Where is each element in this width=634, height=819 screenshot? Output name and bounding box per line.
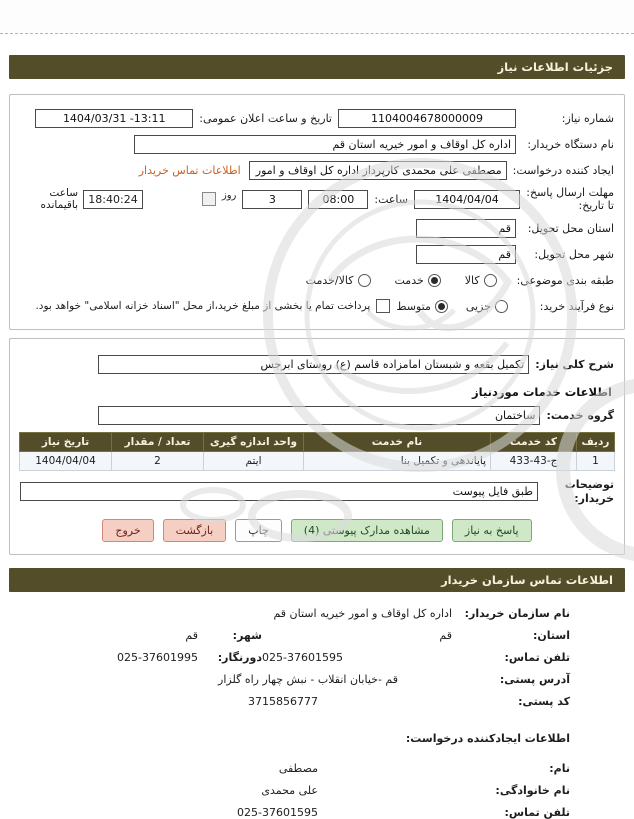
section-header-need-details: جزئیات اطلاعات نیاز [9, 55, 625, 79]
col-need-date: تاریخ نیاز [20, 433, 112, 452]
deadline-hour-label: ساعت: [374, 192, 408, 206]
radio-goods-service-icon[interactable] [358, 274, 371, 287]
radio-option-minor[interactable] [466, 300, 508, 313]
remaining-time-group [20, 187, 143, 211]
exit-button[interactable]: خروج [102, 519, 153, 542]
last-name-label: نام خانوادگی: [495, 783, 570, 797]
request-creator-label: ایجاد کننده درخواست: [512, 163, 614, 177]
row-org-name [17, 607, 570, 620]
contact-fax-label: دورنگار: [217, 650, 262, 664]
delivery-city-input[interactable] [416, 245, 516, 264]
table-row[interactable] [20, 452, 615, 471]
row-delivery-province [20, 218, 614, 238]
need-description-label: شرح کلی نیاز: [535, 357, 614, 371]
need-description-input[interactable] [98, 355, 529, 374]
deadline-day-unit-label: روز [221, 189, 237, 201]
process-type-options [396, 300, 508, 313]
deadline-date-input[interactable] [414, 190, 520, 209]
last-name-value: علی محمدی [261, 783, 318, 797]
postal-address-value: قم -خیابان انقلاب - نبش چهار راه گلزار [218, 672, 398, 686]
row-deadline [20, 186, 614, 212]
top-dashed-divider [0, 0, 634, 34]
remaining-time-value: 18:40:24 [83, 190, 143, 209]
process-type-label: نوع فرآیند خرید: [539, 299, 614, 313]
row-delivery-city [20, 244, 614, 264]
first-name-value: مصطفی [278, 761, 318, 775]
service-group-label: گروه خدمت: [546, 408, 614, 422]
cell-row-number: 1 [577, 452, 615, 471]
services-table-header-row [20, 433, 615, 452]
treasury-note: پرداخت تمام یا بخشی از مبلغ خرید،از محل "اسناد خزانه اسلامی" خواهد بود. [35, 300, 371, 313]
contact-city-value: قم [185, 628, 198, 642]
row-first-name [17, 762, 570, 775]
day-stepper[interactable] [202, 192, 216, 206]
radio-minor-label: جزیی [465, 299, 491, 313]
print-button[interactable]: چاپ [235, 519, 282, 542]
contact-city-label: شهر: [232, 628, 262, 642]
back-button[interactable]: بازگشت [163, 519, 227, 542]
delivery-province-label: استان محل تحویل: [527, 221, 614, 235]
view-attachments-button[interactable]: مشاهده مدارک پیوستی (4) [291, 519, 443, 542]
request-creator-input[interactable] [249, 161, 507, 180]
services-panel [9, 338, 625, 554]
contact-fax-value: 025-37601995 [117, 650, 198, 664]
need-details-panel [9, 94, 625, 330]
cell-service-code: ج-43-433 [491, 452, 577, 471]
col-service-code: کد خدمت [491, 433, 577, 452]
col-row-number: ردیف [577, 433, 615, 452]
creator-info-title: اطلاعات ایجادکننده درخواست: [405, 731, 570, 745]
buyer-notes-label: توضیحات خریدار: [564, 478, 614, 505]
radio-service-label: خدمت [394, 273, 424, 287]
need-number-input[interactable] [338, 109, 516, 128]
action-buttons [14, 519, 620, 542]
row-need-description [20, 354, 614, 374]
classification-label: طبقه بندی موضوعی: [516, 273, 614, 287]
radio-option-service[interactable] [395, 274, 441, 287]
first-name-label: نام: [549, 761, 570, 775]
row-buyer-notes [20, 478, 614, 504]
main-content [0, 55, 634, 819]
row-postal-code [17, 695, 570, 708]
row-classification [20, 270, 614, 290]
col-service-name: نام خدمت [304, 433, 491, 452]
contact-province-value: قم [439, 628, 452, 642]
buyer-org-input[interactable] [134, 135, 516, 154]
buyer-contact-info [9, 592, 625, 708]
col-unit: واحد اندازه گیری [204, 433, 304, 452]
org-name-label: نام سازمان خریدار: [464, 606, 570, 620]
cell-quantity: 2 [112, 452, 204, 471]
services-section-title: اطلاعات خدمات موردنیاز [472, 385, 612, 400]
radio-minor-icon[interactable] [495, 300, 508, 313]
row-need-number [20, 108, 614, 128]
buyer-notes-input[interactable] [20, 482, 538, 501]
radio-option-goods-service[interactable] [306, 274, 371, 287]
postal-code-label: کد پستی: [518, 694, 570, 708]
row-process-type [20, 296, 614, 316]
treasury-checkbox[interactable] [376, 299, 390, 313]
row-postal-address [17, 673, 570, 686]
services-table [19, 432, 615, 471]
respond-button[interactable]: پاسخ به نیاز [452, 519, 532, 542]
buyer-contact-link[interactable]: اطلاعات تماس خریدار [138, 163, 241, 177]
creator-phone-value: 025-37601595 [237, 805, 318, 819]
contact-phone-label: تلفن تماس: [504, 650, 570, 664]
service-group-input[interactable] [98, 406, 540, 425]
row-phone-fax [17, 651, 570, 664]
need-number-label: شماره نیاز: [561, 111, 614, 125]
radio-option-medium[interactable] [396, 300, 448, 313]
postal-address-label: آدرس پستی: [499, 672, 570, 686]
col-quantity: تعداد / مقدار [112, 433, 204, 452]
radio-goods-service-label: کالا/خدمت [305, 273, 354, 287]
announce-datetime-label: تاریخ و ساعت اعلان عمومی: [199, 111, 332, 125]
row-last-name [17, 784, 570, 797]
buyer-org-label: نام دستگاه خریدار: [527, 137, 614, 151]
creator-phone-label: تلفن تماس: [504, 805, 570, 819]
cell-service-name: پایاندهی و تکمیل بنا [304, 452, 491, 471]
deadline-days-input[interactable] [242, 190, 302, 209]
radio-option-goods[interactable] [465, 274, 497, 287]
radio-goods-icon[interactable] [484, 274, 497, 287]
deadline-label: مهلت ارسال پاسخ: تا تاریخ: [526, 186, 614, 213]
cell-unit: ایتم [204, 452, 304, 471]
section-header-buyer-contact: اطلاعات تماس سازمان خریدار [9, 568, 625, 592]
creator-info [9, 747, 625, 819]
row-service-group [20, 405, 614, 425]
contact-phone-value: 025-37601595 [262, 650, 343, 664]
classification-options [306, 274, 497, 287]
announce-datetime-input[interactable] [35, 109, 193, 128]
contact-province-label: استان: [533, 628, 570, 642]
radio-service-icon[interactable] [428, 274, 441, 287]
remaining-time-label: ساعت باقیمانده [40, 187, 78, 212]
delivery-city-label: شهر محل تحویل: [534, 247, 614, 261]
row-creator-phone [17, 806, 570, 819]
radio-medium-icon[interactable] [435, 300, 448, 313]
delivery-province-input[interactable] [416, 219, 516, 238]
org-name-value: اداره کل اوقاف و امور خیریه استان قم [273, 606, 452, 620]
deadline-hour-input[interactable] [308, 190, 368, 209]
cell-need-date: 1404/04/04 [20, 452, 112, 471]
radio-medium-label: متوسط [396, 299, 431, 313]
row-province-city [17, 629, 570, 642]
row-buyer-org [20, 134, 614, 154]
radio-goods-label: کالا [464, 273, 480, 287]
postal-code-value: 3715856777 [248, 694, 318, 708]
row-request-creator [20, 160, 614, 180]
